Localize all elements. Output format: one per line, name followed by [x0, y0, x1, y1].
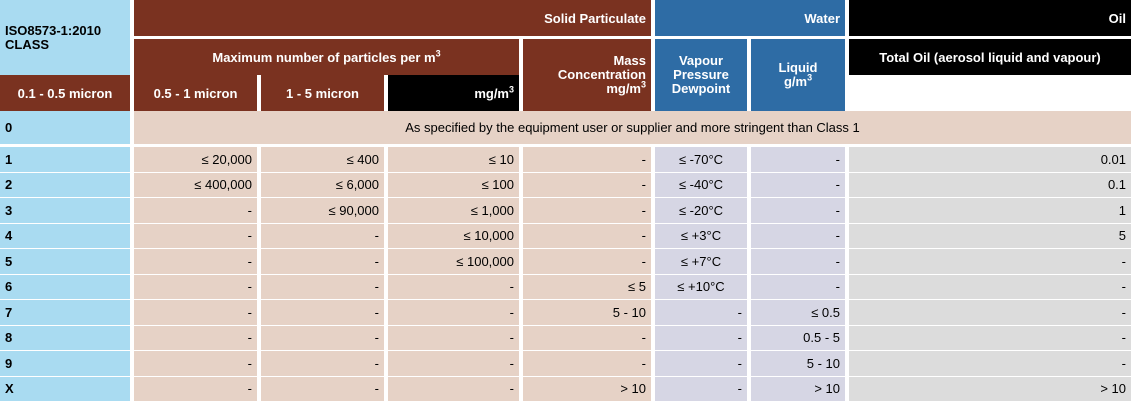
- particles-0-5-1-cell: -: [261, 249, 384, 275]
- table-row: [0, 147, 1131, 173]
- oil-unit-superscript: 3: [508, 84, 514, 95]
- particles-0-5-1-cell: -: [261, 275, 384, 301]
- particles-0-5-1-cell: -: [261, 300, 384, 326]
- particles-0-1-0-5-cell: -: [134, 249, 257, 275]
- vapour-dewpoint-cell: ≤ +7°C: [655, 249, 747, 275]
- table-row: [0, 173, 1131, 199]
- vapour-dewpoint-cell: ≤ +3°C: [655, 224, 747, 250]
- table-row: [0, 326, 1131, 352]
- particles-0-1-0-5-cell: -: [134, 275, 257, 301]
- total-oil-cell: 0.01: [849, 147, 1131, 173]
- liquid-cell: ≤ 0.5: [751, 300, 845, 326]
- class-cell: 6: [0, 275, 130, 301]
- mass-concentration-cell: -: [523, 249, 651, 275]
- particles-0-1-0-5-cell: -: [134, 198, 257, 224]
- vapour-header-line-2: Pressure: [673, 67, 729, 82]
- total-oil-cell: 0.1: [849, 173, 1131, 199]
- table-row: [0, 351, 1131, 377]
- table-row-class-0: [0, 111, 1131, 147]
- class-0-description: As specified by the equipment user or supplier and more stringent than Class 1: [134, 111, 1131, 147]
- class-header-line-1: ISO8573-1:2010: [5, 22, 102, 38]
- particles-0-5-1-cell: ≤ 400: [261, 147, 384, 173]
- class-cell: 0: [0, 111, 130, 147]
- water-header: Water: [655, 0, 845, 36]
- liquid-cell: -: [751, 173, 845, 199]
- mass-unit: mg/m: [606, 81, 641, 96]
- size-header-0-5-1: 0.5 - 1 micron: [134, 75, 257, 111]
- total-oil-cell: 5: [849, 224, 1131, 250]
- liquid-cell: -: [751, 275, 845, 301]
- total-oil-cell: > 10: [849, 377, 1131, 403]
- mass-concentration-cell: -: [523, 351, 651, 377]
- class-cell: 8: [0, 326, 130, 352]
- particles-0-5-1-cell: ≤ 90,000: [261, 198, 384, 224]
- total-oil-cell: 1: [849, 198, 1131, 224]
- table-row: [0, 300, 1131, 326]
- mass-header-line-1: Mass: [613, 53, 646, 68]
- total-oil-cell: -: [849, 326, 1131, 352]
- size-header-0-1-0-5: 0.1 - 0.5 micron: [0, 75, 130, 111]
- particles-1-5-cell: ≤ 10,000: [388, 224, 519, 250]
- vapour-header-line-1: Vapour: [678, 53, 724, 68]
- vapour-dewpoint-cell: -: [655, 377, 747, 403]
- particles-1-5-cell: -: [388, 377, 519, 403]
- particles-1-5-cell: ≤ 10: [388, 147, 519, 173]
- mass-concentration-cell: -: [523, 224, 651, 250]
- liquid-cell: 0.5 - 5: [751, 326, 845, 352]
- class-column-header: [0, 0, 130, 75]
- class-cell: 9: [0, 351, 130, 377]
- particles-0-1-0-5-cell: -: [134, 300, 257, 326]
- liquid-cell: -: [751, 198, 845, 224]
- mass-header-line-2: Concentration: [557, 67, 646, 82]
- particles-0-1-0-5-cell: ≤ 400,000: [134, 173, 257, 199]
- vapour-dewpoint-cell: -: [655, 326, 747, 352]
- vapour-dewpoint-cell: ≤ -70°C: [655, 147, 747, 173]
- class-cell: 1: [0, 147, 130, 173]
- max-particles-superscript: 3: [435, 48, 441, 59]
- class-cell: 2: [0, 173, 130, 199]
- liquid-cell: -: [751, 147, 845, 173]
- particles-0-1-0-5-cell: -: [134, 224, 257, 250]
- liquid-header: [751, 39, 845, 111]
- liquid-cell: -: [751, 249, 845, 275]
- total-oil-header: Total Oil (aerosol liquid and vapour): [849, 39, 1131, 75]
- table-row: [0, 275, 1131, 301]
- total-oil-cell: -: [849, 275, 1131, 301]
- particles-0-5-1-cell: -: [261, 351, 384, 377]
- vapour-dewpoint-cell: -: [655, 351, 747, 377]
- particles-1-5-cell: -: [388, 275, 519, 301]
- class-cell: 4: [0, 224, 130, 250]
- particles-0-5-1-cell: -: [261, 224, 384, 250]
- mass-concentration-cell: -: [523, 198, 651, 224]
- particles-0-5-1-cell: ≤ 6,000: [261, 173, 384, 199]
- particles-0-1-0-5-cell: -: [134, 351, 257, 377]
- mass-concentration-cell: -: [523, 147, 651, 173]
- particles-1-5-cell: -: [388, 300, 519, 326]
- total-oil-cell: -: [849, 249, 1131, 275]
- size-header-1-5: 1 - 5 micron: [261, 75, 384, 111]
- max-particles-label: Maximum number of particles per m: [212, 49, 436, 65]
- vapour-dewpoint-cell: ≤ -40°C: [655, 173, 747, 199]
- max-particles-header: [134, 39, 519, 75]
- mass-concentration-header: [523, 39, 651, 111]
- liquid-cell: 5 - 10: [751, 351, 845, 377]
- mass-concentration-cell: ≤ 5: [523, 275, 651, 301]
- liquid-header-line-2: [756, 72, 840, 89]
- vapour-header-line-3: Dewpoint: [671, 81, 731, 96]
- mass-concentration-cell: -: [523, 173, 651, 199]
- table-body: [0, 111, 1131, 402]
- oil-unit-header: [388, 75, 519, 111]
- vapour-dewpoint-cell: ≤ -20°C: [655, 198, 747, 224]
- mass-unit-superscript: 3: [640, 79, 646, 90]
- particles-1-5-cell: ≤ 100: [388, 173, 519, 199]
- total-oil-cell: -: [849, 300, 1131, 326]
- liquid-cell: -: [751, 224, 845, 250]
- particles-1-5-cell: ≤ 100,000: [388, 249, 519, 275]
- particles-0-5-1-cell: -: [261, 326, 384, 352]
- vapour-dewpoint-cell: -: [655, 300, 747, 326]
- liquid-header-line-1: Liquid: [778, 60, 818, 75]
- vapour-pressure-dewpoint-header: [655, 39, 747, 111]
- particles-1-5-cell: -: [388, 326, 519, 352]
- class-cell: 5: [0, 249, 130, 275]
- table-row: [0, 224, 1131, 250]
- liquid-cell: > 10: [751, 377, 845, 403]
- mass-header-line-3: [528, 79, 646, 96]
- particles-0-1-0-5-cell: ≤ 20,000: [134, 147, 257, 173]
- particles-1-5-cell: ≤ 1,000: [388, 198, 519, 224]
- liquid-unit: g/m: [783, 74, 808, 89]
- particles-1-5-cell: -: [388, 351, 519, 377]
- oil-header: Oil: [849, 0, 1131, 36]
- table-row: [0, 249, 1131, 275]
- mass-concentration-cell: 5 - 10: [523, 300, 651, 326]
- class-cell: X: [0, 377, 130, 403]
- oil-unit: mg/m: [474, 85, 509, 101]
- class-cell: 7: [0, 300, 130, 326]
- mass-concentration-cell: > 10: [523, 377, 651, 403]
- table-row: [0, 377, 1131, 403]
- mass-concentration-cell: -: [523, 326, 651, 352]
- particles-0-1-0-5-cell: -: [134, 326, 257, 352]
- class-header-line-2: CLASS: [5, 36, 50, 52]
- particles-0-1-0-5-cell: -: [134, 377, 257, 403]
- vapour-dewpoint-cell: ≤ +10°C: [655, 275, 747, 301]
- total-oil-cell: -: [849, 351, 1131, 377]
- table-row: [0, 198, 1131, 224]
- particles-0-5-1-cell: -: [261, 377, 384, 403]
- class-cell: 3: [0, 198, 130, 224]
- solid-particulate-header: Solid Particulate: [134, 0, 651, 36]
- liquid-unit-superscript: 3: [807, 72, 813, 83]
